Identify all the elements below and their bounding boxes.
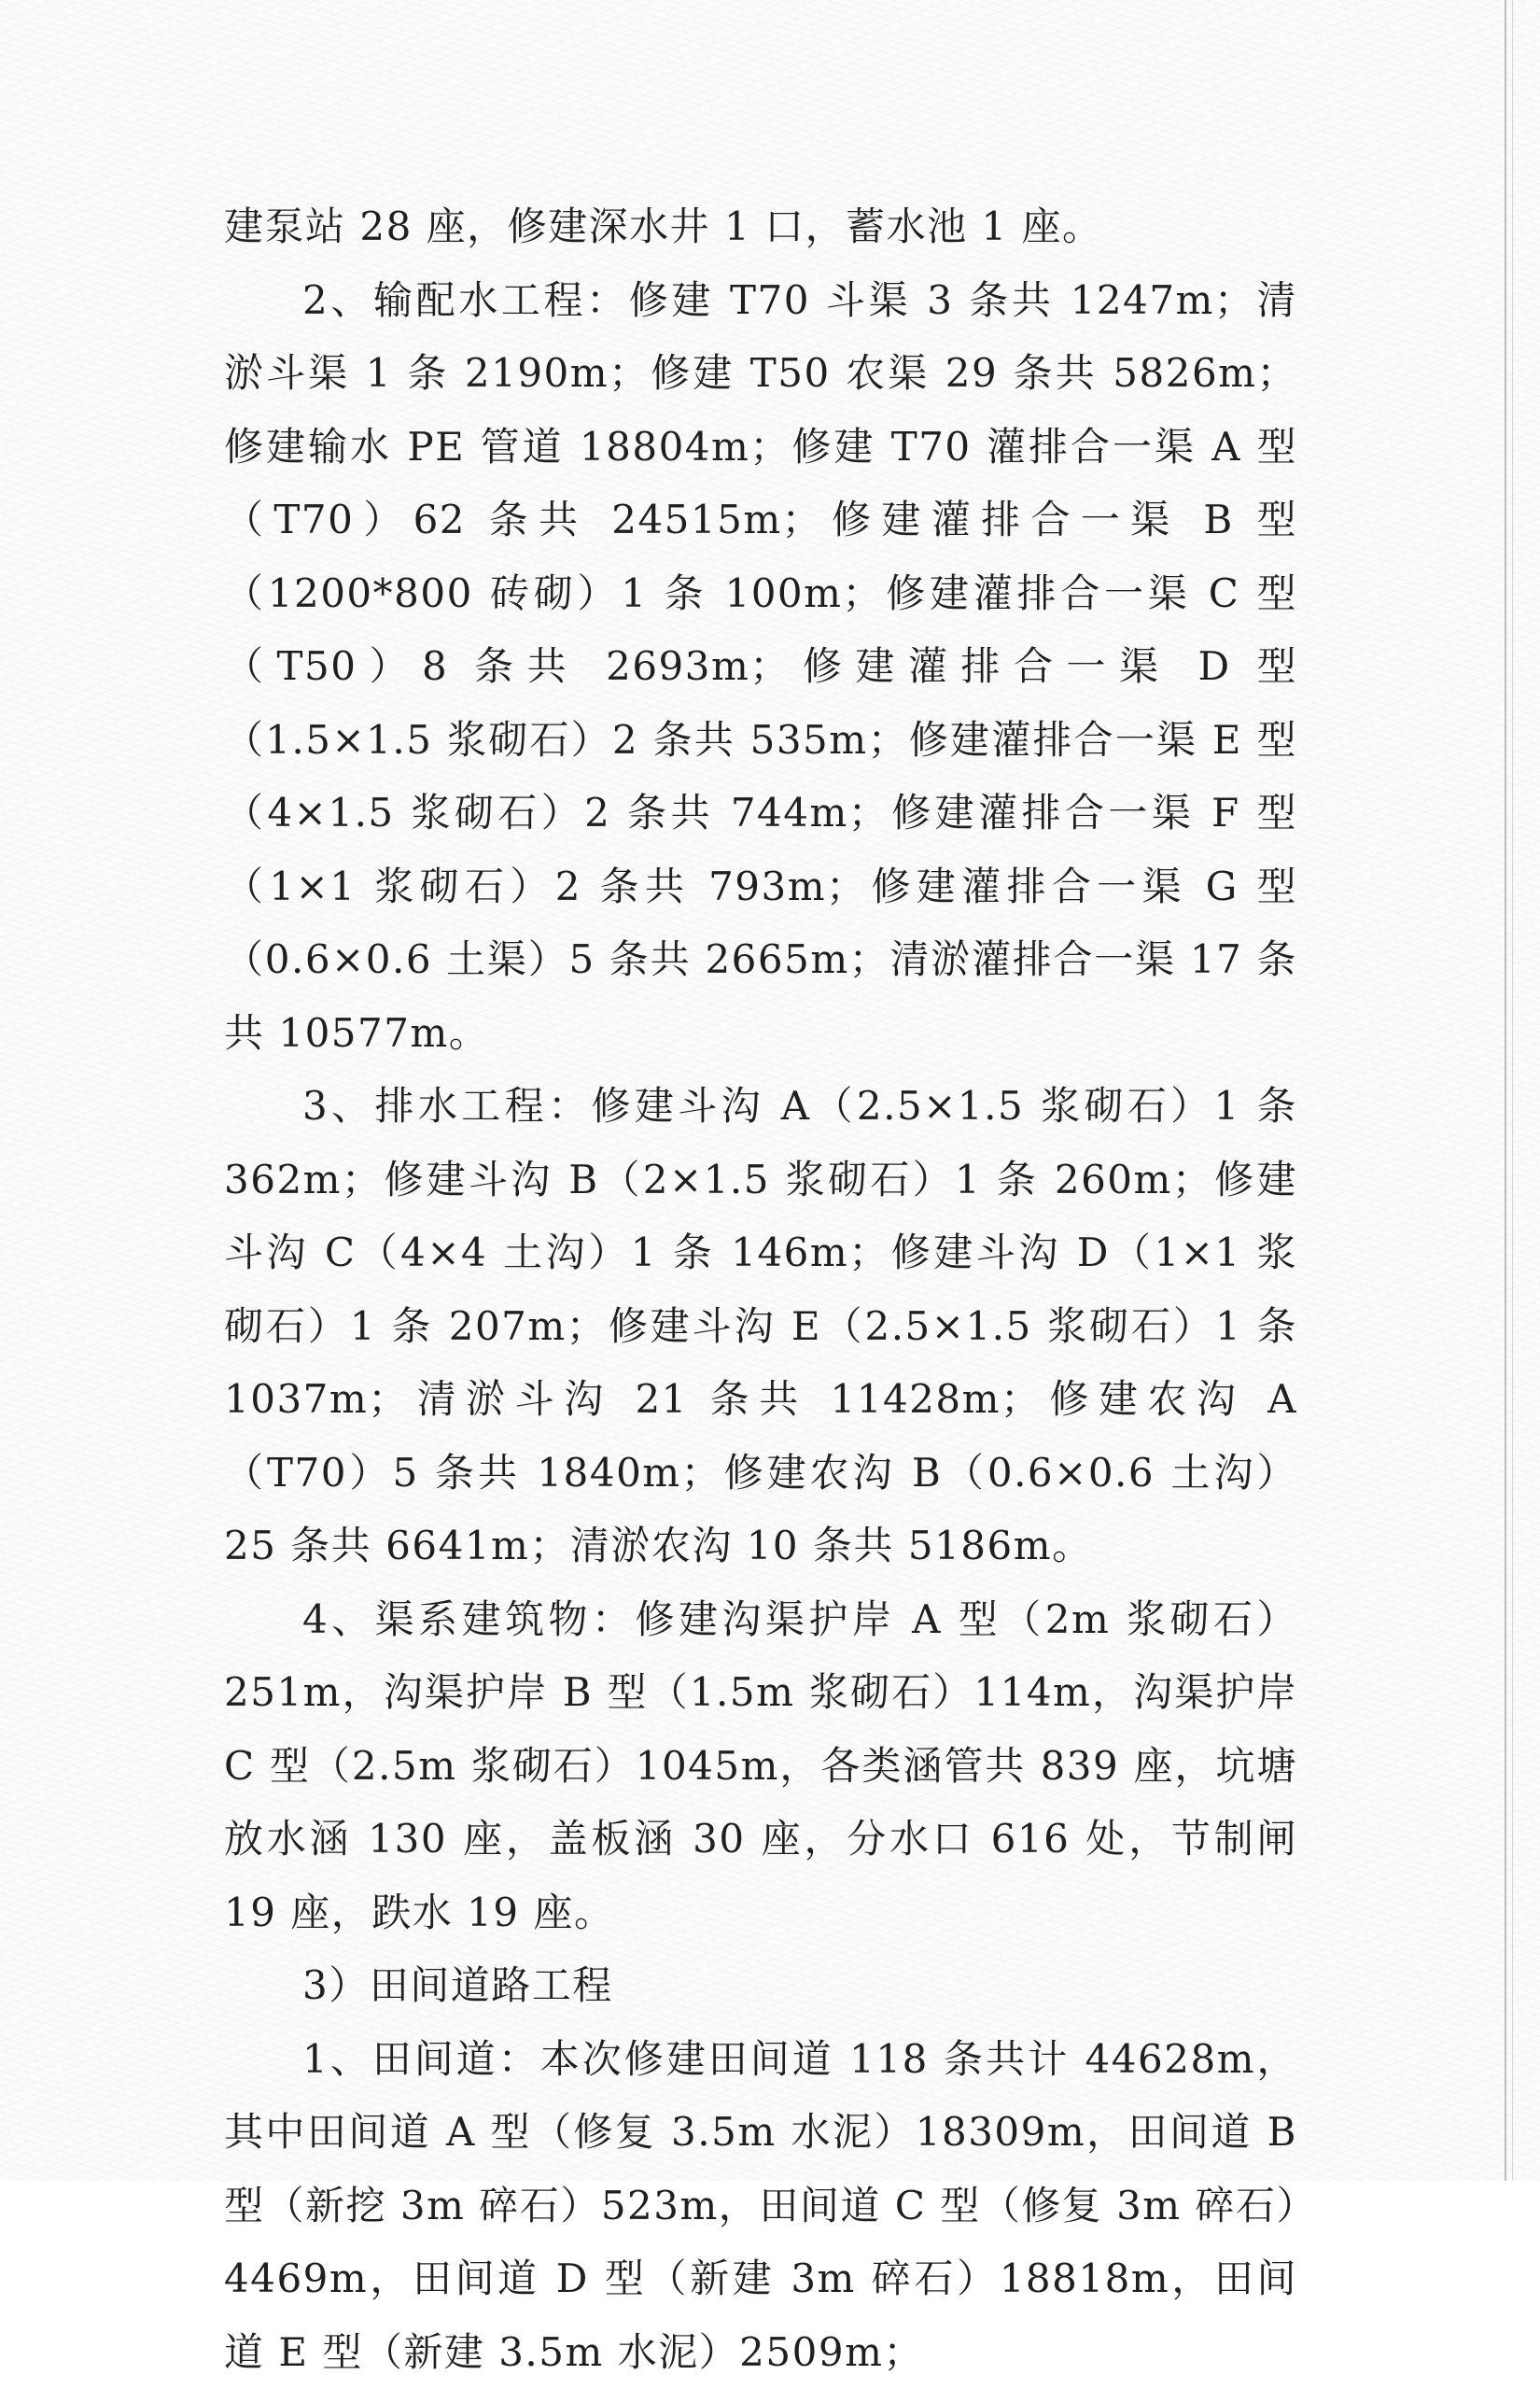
paragraph-drainage: 3、排水工程：修建斗沟 A（2.5×1.5 浆砌石）1 条 362m；修建斗沟 B（2×1.5 浆砌石）1 条 260m；修建斗沟 C（4×4 土沟）1 条 146m；修建斗沟 D（1×1 浆砌石）1 条 207m；修建斗沟 E（2.5×1.5 浆砌石）1 条 1037m；清淤斗沟 21 条共 11428m；修建农沟 A（T70）5 条共 1840m；修建农沟 B（0.6×0.6 土沟）25 条共 6641m；清淤农沟 10 条共 5186m。 xyxy=(224,1070,1297,1583)
document-body xyxy=(224,190,1297,2389)
paragraph-pump-station: 建泵站 28 座，修建深水井 1 口，蓄水池 1 座。 xyxy=(224,190,1297,264)
page-edge-line-secondary xyxy=(1512,0,1513,2181)
page-edge-line xyxy=(1505,0,1506,2181)
paragraph-canal-structures: 4、渠系建筑物：修建沟渠护岸 A 型（2m 浆砌石）251m，沟渠护岸 B 型（1.5m 浆砌石）114m，沟渠护岸 C 型（2.5m 浆砌石）1045m，各类涵管共 839 座，坑塘放水涵 130 座，盖板涵 30 座，分水口 616 处，节制闸 19 座，跌水 19 座。 xyxy=(224,1583,1297,1950)
paragraph-water-distribution: 2、输配水工程：修建 T70 斗渠 3 条共 1247m；清淤斗渠 1 条 2190m；修建 T50 农渠 29 条共 5826m；修建输水 PE 管道 18804m；修建 T70 灌排合一渠 A 型（T70）62 条共 24515m；修建灌排合一渠 B 型（1200*800 砖砌）1 条 100m；修建灌排合一渠 C 型（T50）8 条共 2693m；修建灌排合一渠 D 型（1.5×1.5 浆砌石）2 条共 535m；修建灌排合一渠 E 型（4×1.5 浆砌石）2 条共 744m；修建灌排合一渠 F 型（1×1 浆砌石）2 条共 793m；修建灌排合一渠 G 型（0.6×0.6 土渠）5 条共 2665m；清淤灌排合一渠 17 条共 10577m。 xyxy=(224,264,1297,1071)
paragraph-field-roads: 1、田间道：本次修建田间道 118 条共计 44628m，其中田间道 A 型（修复 3.5m 水泥）18309m，田间道 B 型（新挖 3m 碎石）523m，田间道 C 型（修复 3m 碎石）4469m，田间道 D 型（新建 3m 碎石）18818m，田间道 E 型（新建 3.5m 水泥）2509m； xyxy=(224,2023,1297,2389)
section-heading-field-roads: 3）田间道路工程 xyxy=(224,1949,1297,2023)
